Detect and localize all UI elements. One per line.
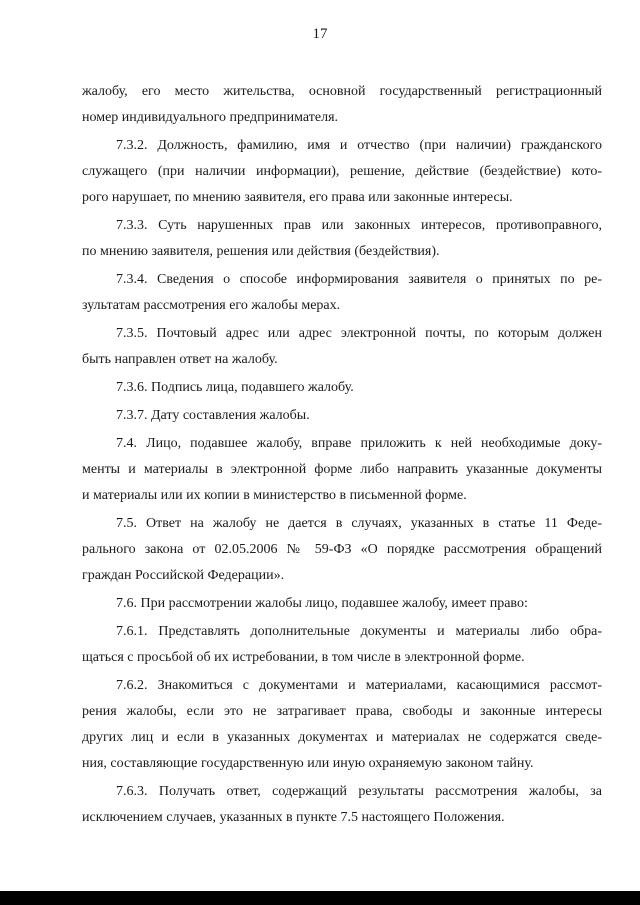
text-line: 7.6.1. Представлять дополнительные документы и материалы либо обра- [116,624,602,639]
paragraph-7-6 [82,591,602,617]
text-line: 7.3.5. Почтовый адрес или адрес электронной почты, по которым должен [116,326,602,341]
text-line: граждан Российской Федерации». [82,568,285,583]
paragraph-7-5 [82,511,602,589]
paragraph-7-4 [82,431,602,509]
text-line: других лиц и если в указанных документах и материалах не содержатся сведе- [82,730,602,745]
text-line: быть направлен ответ на жалобу. [82,352,278,367]
text-line: 7.3.6. Подпись лица, подавшего жалобу. [116,380,354,395]
paragraph-7-3-4 [82,267,602,319]
text-line: номер индивидуального предпринимателя. [82,110,339,125]
paragraph-7-6-2 [82,673,602,777]
text-line: 7.6.3. Получать ответ, содержащий результаты рассмотрения жалобы, за [116,784,602,799]
text-line: жалобу, его место жительства, основной государственный регистрационный [82,84,602,99]
text-line: зультатам рассмотрения его жалобы мерах. [82,298,341,313]
text-line: рого нарушает, по мнению заявителя, его права или законные интересы. [82,190,513,205]
text-line: ния, составляющие государственную или иную охраняемую законом тайну. [82,756,534,771]
scan-bottom-border [0,891,640,905]
paragraph-7-6-3 [82,779,602,831]
paragraph-7-3-5 [82,321,602,373]
text-line: рения жалобы, если это не затрагивает права, свободы и законные интересы [82,704,602,719]
text-line: 7.3.3. Суть нарушенных прав или законных интересов, противоправного, [116,218,602,233]
text-line: 7.5. Ответ на жалобу не дается в случаях, указанных в статье 11 Феде- [116,516,602,531]
text-line: 7.6. При рассмотрении жалобы лицо, подавшее жалобу, имеет право: [116,596,528,611]
paragraph-7-3-3 [82,213,602,265]
text-line: 7.3.2. Должность, фамилию, имя и отчество (при наличии) гражданского [116,138,602,153]
text-line: менты и материалы в электронной форме либо направить указанные документы [82,462,602,477]
paragraph-7-6-1 [82,619,602,671]
text-line: исключением случаев, указанных в пункте 7.5 настоящего Положения. [82,810,505,825]
paragraph-continuation [82,79,602,131]
text-line: рального закона от 02.05.2006 № 59-ФЗ «О порядке рассмотрения обращений [82,542,602,557]
text-line: по мнению заявителя, решения или действия (бездействия). [82,244,440,259]
paragraph-7-3-6 [82,375,602,401]
document-body [82,79,602,833]
paragraph-7-3-2 [82,133,602,211]
text-line: 7.6.2. Знакомиться с документами и материалами, касающимися рассмот- [116,678,602,693]
text-line: и материалы или их копии в министерство в письменной форме. [82,488,467,503]
text-line: служащего (при наличии информации), решение, действие (бездействие) кото- [82,164,602,179]
text-line: 7.4. Лицо, подавшее жалобу, вправе приложить к ней необходимые доку- [116,436,602,451]
text-line: щаться с просьбой об их истребовании, в том числе в электронной форме. [82,650,525,665]
paragraph-7-3-7 [82,403,602,429]
page-number: 17 [312,26,328,42]
text-line: 7.3.4. Сведения о способе информирования заявителя о принятых по ре- [116,272,602,287]
text-line: 7.3.7. Дату составления жалобы. [116,408,310,423]
